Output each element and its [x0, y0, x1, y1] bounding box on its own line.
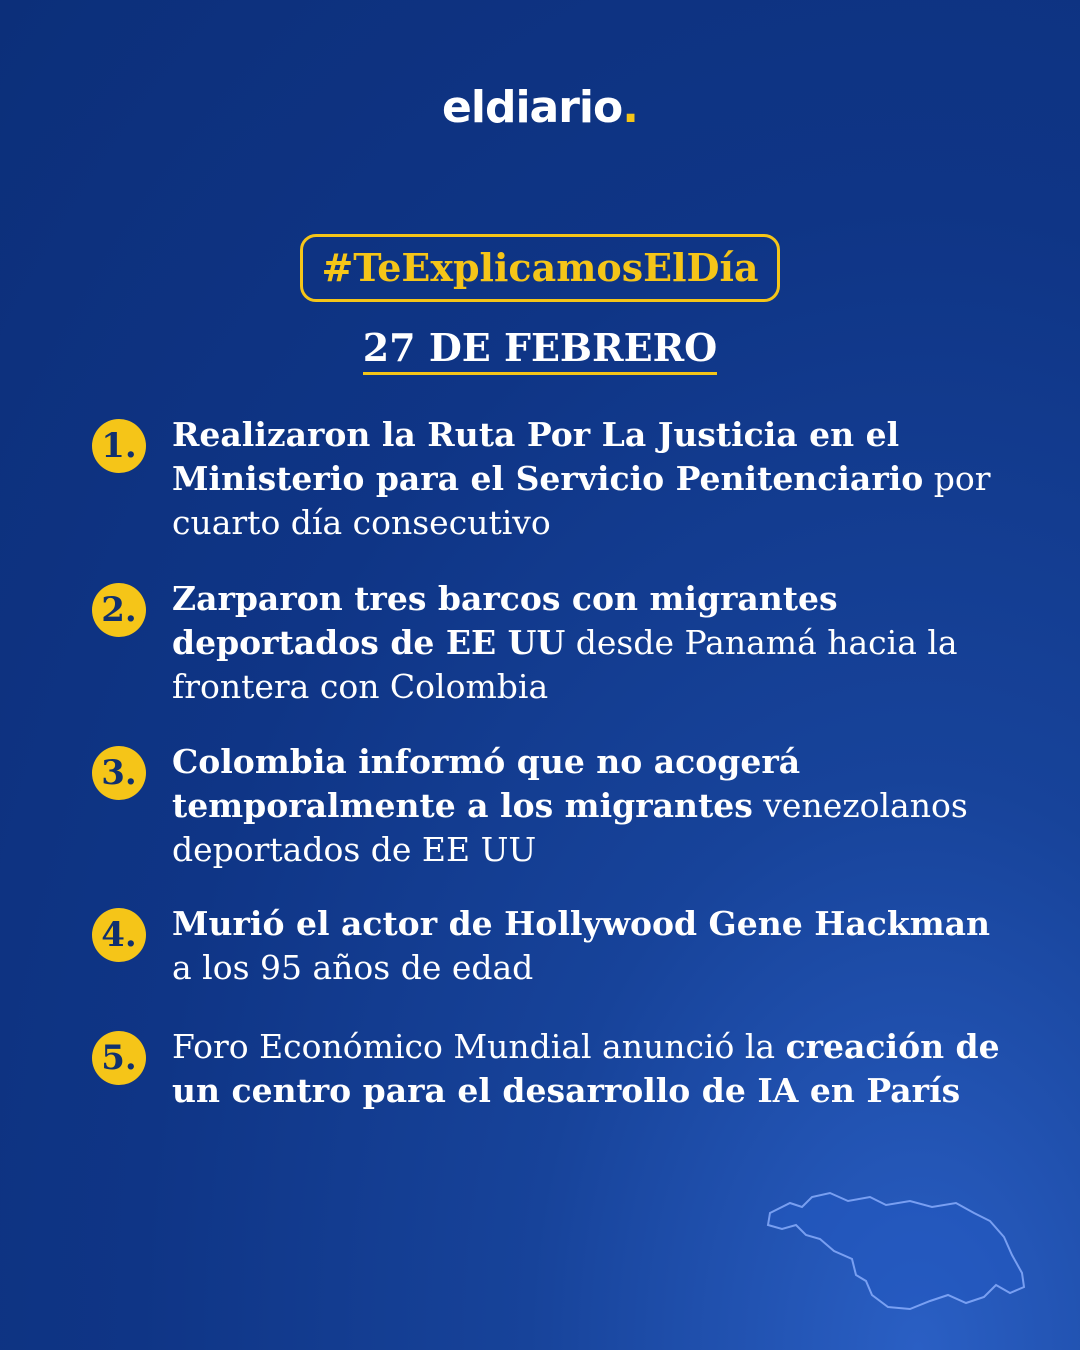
- item-normal-text: venezolanos deportados de EE UU: [172, 786, 968, 869]
- item-bold-text: Zarparon tres barcos con migrantes deportados de EE UU: [172, 579, 838, 662]
- item-normal-text: Foro Económico Mundial anunció la: [172, 1027, 786, 1066]
- item-number-badge: 1.: [92, 419, 146, 473]
- item-normal-text: por cuarto día consecutivo: [172, 459, 991, 542]
- item-text: [172, 1025, 1012, 1113]
- item-text: [172, 577, 1012, 709]
- item-text: [172, 413, 1012, 545]
- venezuela-map-outline-icon: [760, 1185, 1030, 1315]
- item-number-badge: 4.: [92, 908, 146, 962]
- date-heading: 27 DE FEBRERO: [363, 326, 718, 375]
- item-bold-text: creación de un centro para el desarrollo de IA en París: [172, 1027, 1000, 1110]
- item-text: [172, 902, 1012, 990]
- item-bold-text: Realizaron la Ruta Por La Justicia en el Ministerio para el Servicio Penitenciario: [172, 415, 924, 498]
- item-bold-text: Colombia informó que no acogerá temporalmente a los migrantes: [172, 742, 801, 825]
- item-normal-text: desde Panamá hacia la frontera con Colombia: [172, 623, 958, 706]
- logo-dot: .: [622, 82, 638, 133]
- item-text: [172, 740, 1012, 872]
- item-number-badge: 2.: [92, 583, 146, 637]
- item-number-badge: 5.: [92, 1031, 146, 1085]
- item-bold-text: Murió el actor de Hollywood Gene Hackman: [172, 904, 991, 943]
- hashtag-badge: #TeExplicamosElDía: [300, 234, 779, 302]
- logo: [0, 82, 1080, 133]
- item-normal-text: a los 95 años de edad: [172, 948, 534, 987]
- logo-text: eldiario: [442, 82, 623, 133]
- item-number-badge: 3.: [92, 746, 146, 800]
